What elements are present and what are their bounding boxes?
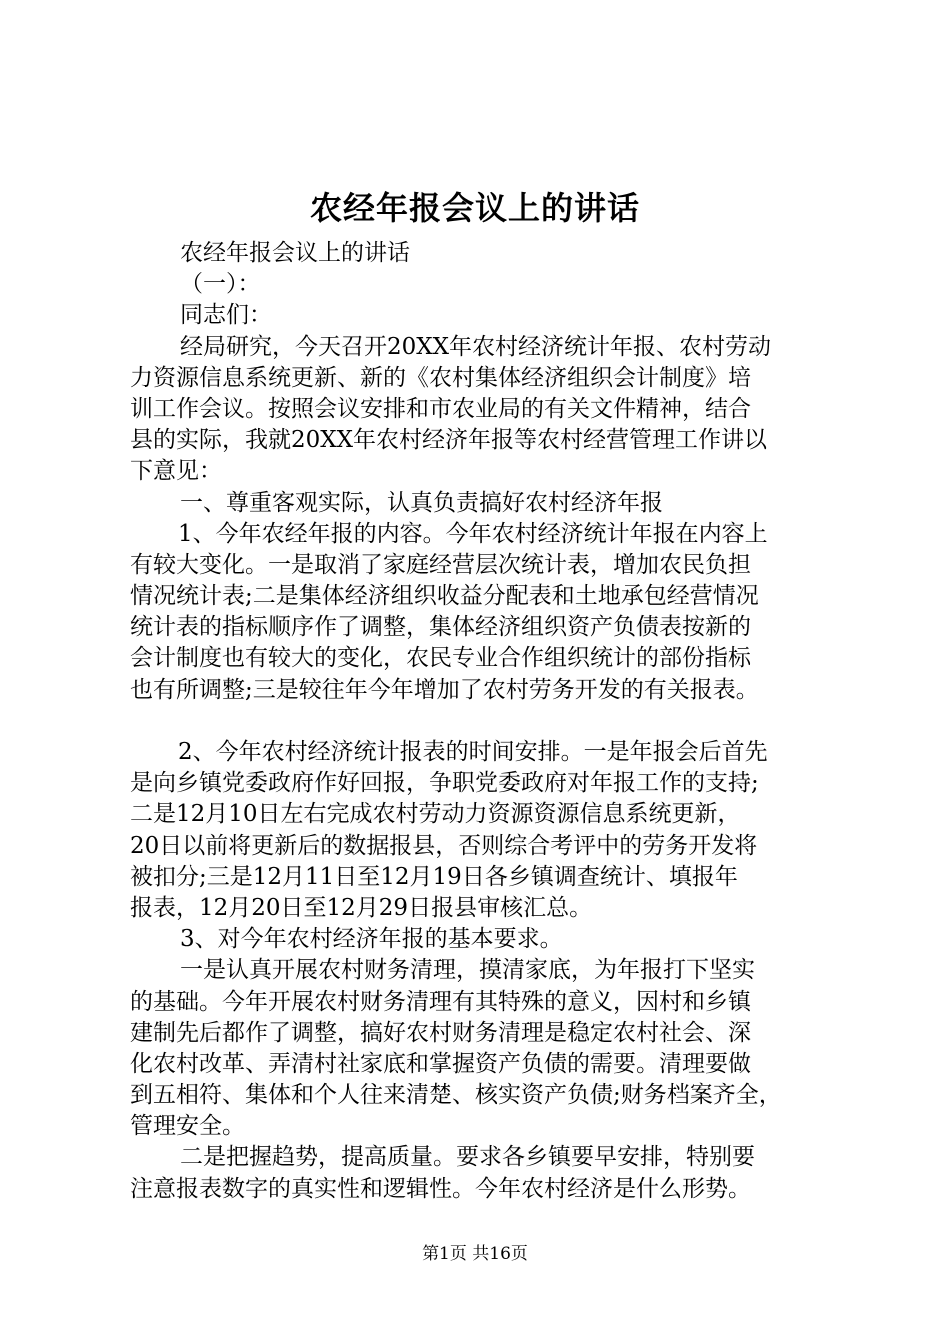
text-line: 也有所调整;三是较往年今年增加了农村劳务开发的有关报表。 bbox=[130, 676, 759, 703]
text-line: 2、今年农村经济统计报表的时间安排。一是年报会后首先 bbox=[178, 739, 768, 765]
text-line: 1、今年农经年报的内容。今年农村经济统计年报在内容上 bbox=[178, 520, 768, 547]
text-line: 二是12月10日左右完成农村劳动力资源资源信息系统更新， bbox=[130, 801, 741, 828]
text-line: 有较大变化。一是取消了家庭经营层次统计表，增加农民负担 bbox=[130, 551, 751, 578]
text-line: 管理安全。 bbox=[130, 1113, 245, 1140]
blank-line bbox=[130, 706, 830, 737]
text-line: 化农村改革、弄清村社家底和掌握资产负债的需要。清理要做 bbox=[130, 1050, 751, 1077]
text-line: 一、尊重客观实际，认真负责搞好农村经济年报 bbox=[180, 489, 663, 516]
text-line: 二是把握趋势，提高质量。要求各乡镇要早安排，特别要 bbox=[180, 1144, 755, 1171]
text-line: 会计制度也有较大的变化，农民专业合作组织统计的部份指标 bbox=[130, 645, 751, 672]
text-line: 3、对今年农村经济年报的基本要求。 bbox=[180, 926, 563, 953]
text-line: 建制先后都作了调整，搞好农村财务清理是稳定农村社会、深 bbox=[130, 1019, 751, 1046]
text-line: 是向乡镇党委政府作好回报，争职党委政府对年报工作的支持; bbox=[130, 770, 759, 797]
text-line: 报表，12月20日至12月29日报县审核汇总。 bbox=[130, 894, 593, 921]
text-line: 县的实际，我就20XX年农村经济年报等农村经营管理工作讲以 bbox=[130, 427, 768, 454]
text-line: 的基础。今年开展农村财务清理有其特殊的意义，因村和乡镇 bbox=[130, 988, 751, 1015]
page-footer: 第1页 共16页 bbox=[422, 1244, 528, 1264]
text-line: 经局研究，今天召开20XX年农村经济统计年报、农村劳动 bbox=[180, 333, 772, 360]
document-body bbox=[130, 238, 830, 1205]
text-line: 注意报表数字的真实性和逻辑性。今年农村经济是什么形势。 bbox=[130, 1175, 751, 1202]
text-line: 情况统计表;二是集体经济组织收益分配表和土地承包经营情况 bbox=[130, 583, 759, 610]
text-line: 一是认真开展农村财务清理，摸清家底，为年报打下坚实 bbox=[180, 957, 755, 984]
text-line: （一）： bbox=[180, 271, 261, 298]
text-line: 力资源信息系统更新、新的《农村集体经济组织会计制度》培 bbox=[130, 364, 751, 391]
text-line: 统计表的指标顺序作了调整，集体经济组织资产负债表按新的 bbox=[130, 614, 751, 641]
document-title: 农经年报会议上的讲话 bbox=[309, 189, 640, 227]
text-line: 下意见： bbox=[130, 458, 222, 485]
text-line: 到五相符、集体和个人往来清楚、核实资产负债;财务档案齐全， bbox=[130, 1082, 782, 1109]
text-line: 被扣分;三是12月11日至12月19日各乡镇调查统计、填报年 bbox=[130, 863, 738, 890]
text-line: 20日以前将更新后的数据报县，否则综合考评中的劳务开发将 bbox=[130, 832, 758, 859]
text-line: 同志们： bbox=[180, 302, 272, 329]
text-line: 农经年报会议上的讲话 bbox=[180, 240, 410, 266]
text-line: 训工作会议。按照会议安排和市农业局的有关文件精神，结合 bbox=[130, 395, 751, 422]
